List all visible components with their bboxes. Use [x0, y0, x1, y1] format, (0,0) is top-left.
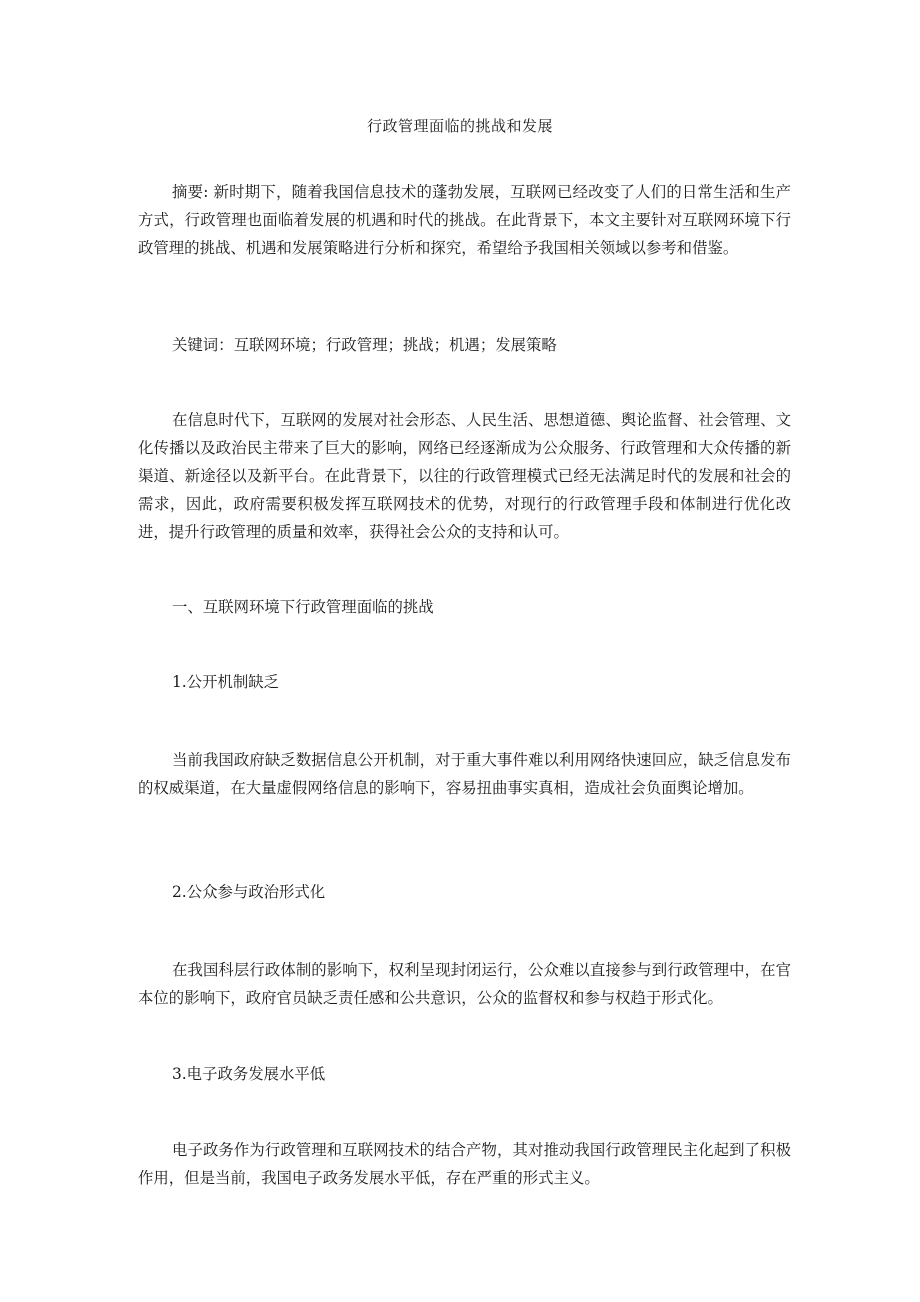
subheading-e-government: 3.电子政务发展水平低: [172, 1065, 326, 1083]
paragraph-e-government: 电子政务作为行政管理和互联网技术的结合产物，其对推动我国行政管理民主化起到了积极作用，但是当前，我国电子政务发展水平低，存在严重的形式主义。: [138, 1141, 791, 1187]
paragraph-public-participation: 在我国科层行政体制的影响下，权利呈现封闭运行，公众难以直接参与到行政管理中，在官本位的影响下，政府官员缺乏责任感和公共意识，公众的监督权和参与权趋于形式化。: [138, 961, 791, 1007]
intro-paragraph: 在信息时代下，互联网的发展对社会形态、人民生活、思想道德、舆论监督、社会管理、文化传播以及政治民主带来了巨大的影响，网络已经逐渐成为公众服务、行政管理和大众传播的新渠道、新途径以及新平台。在此背景下，以往的行政管理模式已经无法满足时代的发展和社会的需求，因此，政府需要积极发挥互联网技术的优势，对现行的行政管理手段和体制进行优化改进，提升行政管理的质量和效率，获得社会公众的支持和认可。: [138, 411, 791, 541]
subheading-open-mechanism: 1.公开机制缺乏: [172, 673, 280, 691]
subheading-public-participation: 2.公众参与政治形式化: [172, 883, 326, 901]
document-title: 行政管理面临的挑战和发展: [366, 117, 553, 135]
paragraph-open-mechanism: 当前我国政府缺乏数据信息公开机制，对于重大事件难以利用网络快速回应，缺乏信息发布的权威渠道，在大量虚假网络信息的影响下，容易扭曲事实真相，造成社会负面舆论增加。: [138, 751, 791, 797]
section-heading-challenges: 一、互联网环境下行政管理面临的挑战: [172, 598, 434, 616]
abstract-paragraph: 摘要: 新时期下，随着我国信息技术的蓬勃发展，互联网已经改变了人们的日常生活和生产方式，行政管理也面临着发展的机遇和时代的挑战。在此背景下，本文主要针对互联网环境下行政管理的挑战、机遇和发展策略进行分析和探究，希望给予我国相关领域以参考和借鉴。: [138, 183, 792, 257]
keywords-line: 关键词：互联网环境；行政管理；挑战；机遇；发展策略: [172, 336, 557, 354]
